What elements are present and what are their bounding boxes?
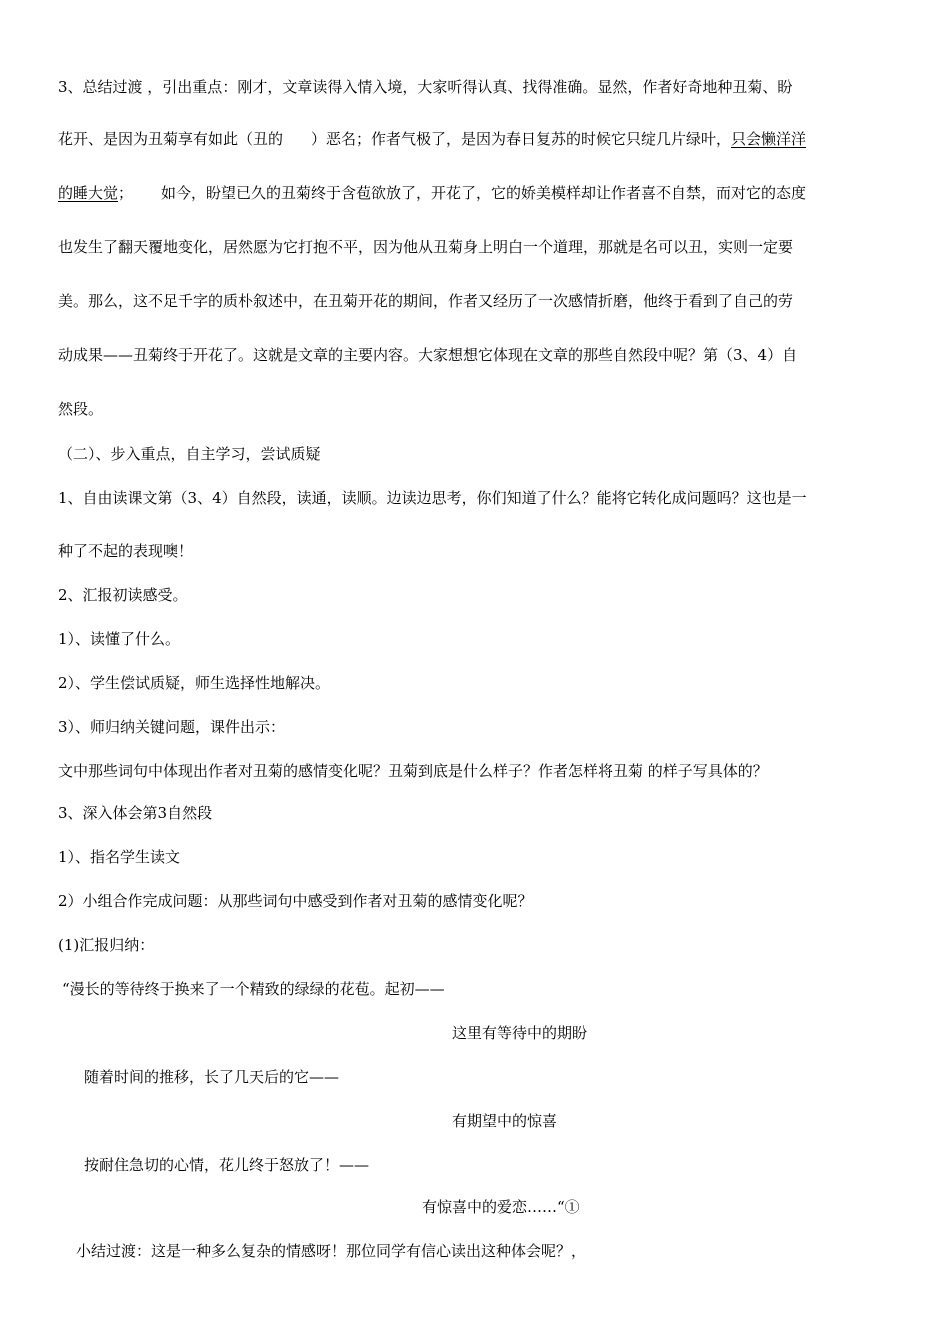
response-line-3: 有惊喜中的爱恋……“①	[422, 1198, 580, 1216]
paragraph-line-7: 然段。	[58, 400, 104, 418]
item-3: 3、深入体会第3自然段	[58, 804, 213, 822]
quote-line-2: 随着时间的推移，长了几天后的它——	[84, 1068, 340, 1086]
response-line-1: 这里有等待中的期盼	[452, 1024, 588, 1042]
item-2-sub-1: 1）、读懂了什么。	[58, 630, 181, 648]
quote-line-3: 按耐住急切的心情，花儿终于怒放了！——	[84, 1156, 370, 1174]
paragraph-line-3	[58, 182, 894, 204]
item-1-line-2: 种了不起的表现噢！	[58, 542, 194, 560]
quote-line-1: “漫长的等待终于换来了一个精致的绿绿的花苞。起初——	[62, 980, 445, 998]
item-3-sub-3: (1)汇报归纳：	[58, 936, 155, 954]
item-3-sub-1: 1）、指名学生读文	[58, 848, 181, 866]
underlined-phrase-part-1: 只会懒洋洋	[731, 130, 807, 148]
underlined-phrase-part-2: 的睡大觉	[58, 184, 119, 202]
item-2-sub-3: 3）、师归纳关键问题，课件出示：	[58, 718, 286, 736]
item-1-line-1: 1、自由读课文第（3、4）自然段，读通，读顺。边读边思考，你们知道了什么？能将它转化成问题吗？这也是一	[58, 489, 807, 507]
paragraph-line-4: 也发生了翻天覆地变化，居然愿为它打抱不平，因为他从丑菊身上明白一个道理，那就是名可以丑，实则一定要	[58, 238, 794, 256]
line-3-semicolon: ；	[118, 184, 134, 202]
item-2-sub-2: 2）、学生偿试质疑，师生选择性地解决。	[58, 674, 331, 692]
key-questions: 文中那些词句中体现出作者对丑菊的感情变化呢？丑菊到底是什么样子？作者怎样将丑菊 的样子写具体的？	[58, 762, 768, 780]
section-heading: （二）、步入重点，自主学习，尝试质疑	[58, 445, 321, 463]
paragraph-line-2	[58, 128, 894, 150]
item-2: 2、汇报初读感受。	[58, 586, 188, 604]
paragraph-line-5: 美。那么，这不足千字的质朴叙述中，在丑菊开花的期间，作者又经历了一次感情折磨，他终于看到了自己的劳	[58, 292, 794, 310]
summary-transition: 小结过渡：这是一种多么复杂的情感呀！那位同学有信心读出这种体会呢？，	[76, 1242, 587, 1260]
line-3-text: 如今，盼望已久的丑菊终于含苞欲放了，开花了，它的娇美模样却让作者喜不自禁，而对它的态度	[161, 184, 807, 202]
paragraph-line-6: 动成果——丑菊终于开花了。这就是文章的主要内容。大家想想它体现在文章的那些自然段中呢？第（3、4）自	[58, 346, 798, 364]
item-3-sub-2: 2）小组合作完成问题：从那些词句中感受到作者对丑菊的感情变化呢？	[58, 892, 533, 910]
paragraph-line-1: 3、总结过渡 ，引出重点：刚才，文章读得入情入境，大家听得认真、找得准确。显然，作者好奇地种丑菊、盼	[58, 78, 793, 96]
line-2-text-b: ）恶名；作者气极了，是因为春日复苏的时候它只绽几片绿叶，	[311, 130, 732, 148]
line-2-text-a: 花开、是因为丑菊享有如此（丑的	[58, 130, 284, 148]
response-line-2: 有期望中的惊喜	[452, 1112, 558, 1130]
